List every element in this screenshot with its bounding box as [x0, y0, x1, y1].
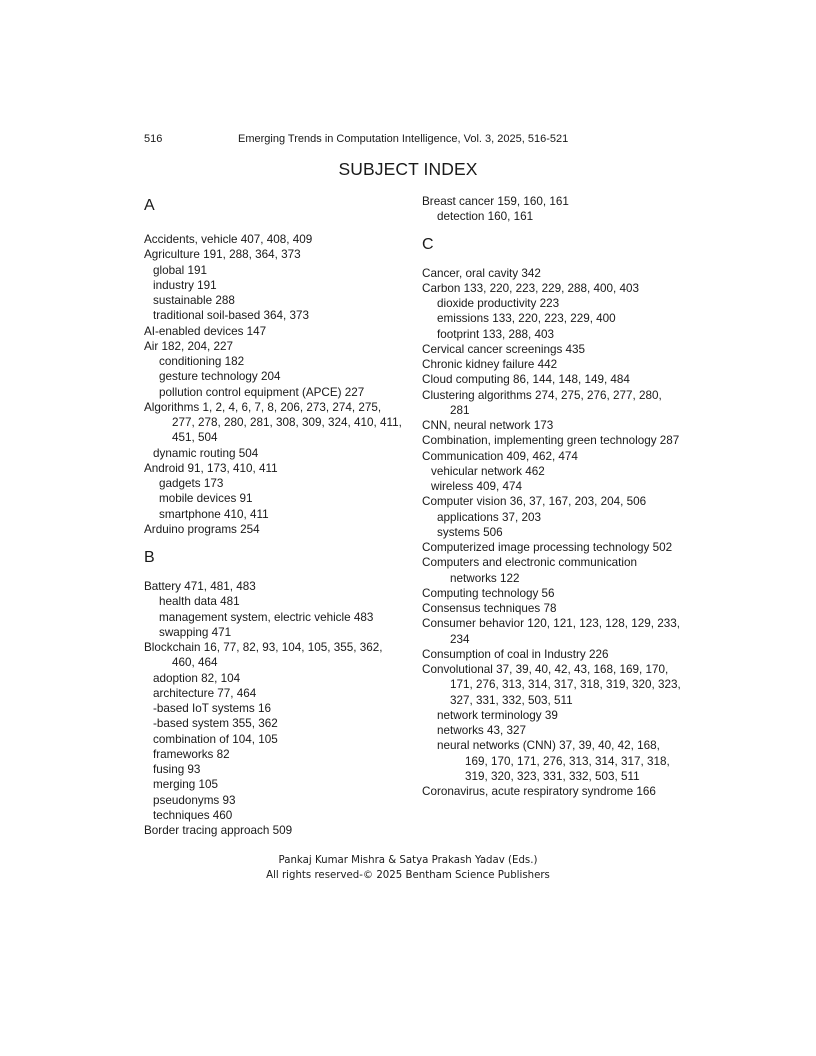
- footer-rights: All rights reserved-© 2025 Bentham Science Publishers: [266, 870, 550, 881]
- index-entry: Agriculture 191, 288, 364, 373: [144, 248, 301, 262]
- index-subentry: pollution control equipment (APCE) 227: [159, 385, 365, 399]
- index-subentry: fusing 93: [153, 763, 201, 776]
- index-subentry: vehicular network 462: [431, 464, 545, 478]
- section-letter-b: B: [144, 549, 155, 566]
- index-entry: Computerized image processing technology 502: [422, 541, 673, 554]
- index-subentry: frameworks 82: [153, 747, 230, 761]
- index-subentry: emissions 133, 220, 223, 229, 400: [437, 312, 616, 326]
- index-subentry: detection 160, 161: [437, 210, 534, 224]
- index-entry: Communication 409, 462, 474: [422, 449, 578, 463]
- index-entry: Air 182, 204, 227: [144, 339, 234, 353]
- index-subentry: smartphone 410, 411: [159, 507, 269, 521]
- index-subentry: dioxide productivity 223: [437, 297, 560, 310]
- index-entry: Breast cancer 159, 160, 161: [422, 195, 569, 208]
- index-entry: Carbon 133, 220, 223, 229, 288, 400, 403: [422, 281, 640, 295]
- index-subentry: gadgets 173: [159, 477, 224, 490]
- section-letter-a: A: [144, 197, 155, 214]
- index-entry: Accidents, vehicle 407, 408, 409: [144, 233, 313, 246]
- index-subentry: gesture technology 204: [159, 370, 281, 384]
- index-entry: Consumption of coal in Industry 226: [422, 647, 609, 661]
- page-title: SUBJECT INDEX: [338, 159, 478, 179]
- index-subentry: conditioning 182: [159, 355, 245, 368]
- index-entry: Coronavirus, acute respiratory syndrome 166: [422, 785, 656, 798]
- index-subentry: systems 506: [437, 525, 503, 539]
- index-subentry: dynamic routing 504: [153, 446, 259, 460]
- index-subentry: adoption 82, 104: [153, 671, 241, 685]
- index-entry: Computing technology 56: [422, 586, 555, 600]
- index-subentry: networks 43, 327: [437, 724, 527, 737]
- index-entry: Cloud computing 86, 144, 148, 149, 484: [422, 373, 630, 387]
- index-subentry: neural networks (CNN) 37, 39, 40, 42, 168, 169, 170, 171, 276, 313, 314, 317, 318, 319, 320, 323, 331, 332, 503, 511: [437, 739, 670, 783]
- index-subentry: network terminology 39: [437, 708, 558, 722]
- index-entry: Arduino programs 254: [144, 522, 260, 536]
- index-subentry: management system, electric vehicle 483: [159, 610, 374, 624]
- index-subentry: traditional soil-based 364, 373: [153, 309, 309, 323]
- index-entry: Cancer, oral cavity 342: [422, 266, 541, 280]
- index-entry: Battery 471, 481, 483: [144, 580, 256, 593]
- index-subentry: sustainable 288: [153, 294, 235, 307]
- footer-editors: Pankaj Kumar Mishra & Satya Prakash Yadav (Eds.): [278, 855, 538, 866]
- index-entry: Algorithms 1, 2, 4, 6, 7, 8, 206, 273, 274, 275, 277, 278, 280, 281, 308, 309, 324, 410, 411, 451, 504: [144, 400, 402, 445]
- index-column-left: [144, 194, 406, 838]
- index-subentry: mobile devices 91: [159, 492, 253, 506]
- index-entry: AI-enabled devices 147: [144, 324, 267, 338]
- index-subentry: pseudonyms 93: [153, 793, 236, 807]
- index-subentry: applications 37, 203: [437, 510, 541, 524]
- index-entry: Blockchain 16, 77, 82, 93, 104, 105, 355, 362, 460, 464: [144, 641, 383, 670]
- index-entry: CNN, neural network 173: [422, 419, 554, 432]
- index-subentry: footprint 133, 288, 403: [437, 327, 554, 341]
- index-entry: Chronic kidney failure 442: [422, 358, 558, 371]
- index-subentry: industry 191: [153, 278, 217, 292]
- index-entry: Combination, implementing green technology 287: [422, 434, 680, 448]
- section-letter-c: C: [422, 235, 434, 253]
- index-subentry: combination of 104, 105: [153, 732, 278, 746]
- index-column-right: [422, 194, 684, 799]
- index-subentry: merging 105: [153, 778, 218, 792]
- index-subentry: wireless 409, 474: [431, 480, 522, 493]
- index-entry: Cervical cancer screenings 435: [422, 342, 586, 356]
- index-subentry: architecture 77, 464: [153, 686, 257, 700]
- index-subentry: swapping 471: [159, 625, 232, 639]
- index-entry: Android 91, 173, 410, 411: [144, 461, 278, 475]
- index-subentry: techniques 460: [153, 808, 233, 822]
- index-entry: Computer vision 36, 37, 167, 203, 204, 506: [422, 495, 647, 509]
- index-entry: Consumer behavior 120, 121, 123, 128, 129, 233, 234: [422, 617, 680, 646]
- index-subentry: -based IoT systems 16: [153, 702, 272, 715]
- index-subentry: health data 481: [159, 595, 240, 609]
- index-entry: Border tracing approach 509: [144, 824, 293, 837]
- index-entry: Computers and electronic communication networks 122: [422, 556, 638, 585]
- running-head: Emerging Trends in Computation Intelligence, Vol. 3, 2025, 516-521: [238, 133, 569, 145]
- index-subentry: global 191: [153, 263, 207, 277]
- index-entry: Clustering algorithms 274, 275, 276, 277, 280, 281: [422, 388, 662, 417]
- index-entry: Consensus techniques 78: [422, 602, 557, 615]
- index-subentry: -based system 355, 362: [153, 717, 278, 731]
- index-entry: Convolutional 37, 39, 40, 42, 43, 168, 169, 170, 171, 276, 313, 314, 317, 318, 319, 320, 323, 327, 331, 332, 503, 511: [422, 663, 681, 707]
- page-number: 516: [144, 133, 163, 145]
